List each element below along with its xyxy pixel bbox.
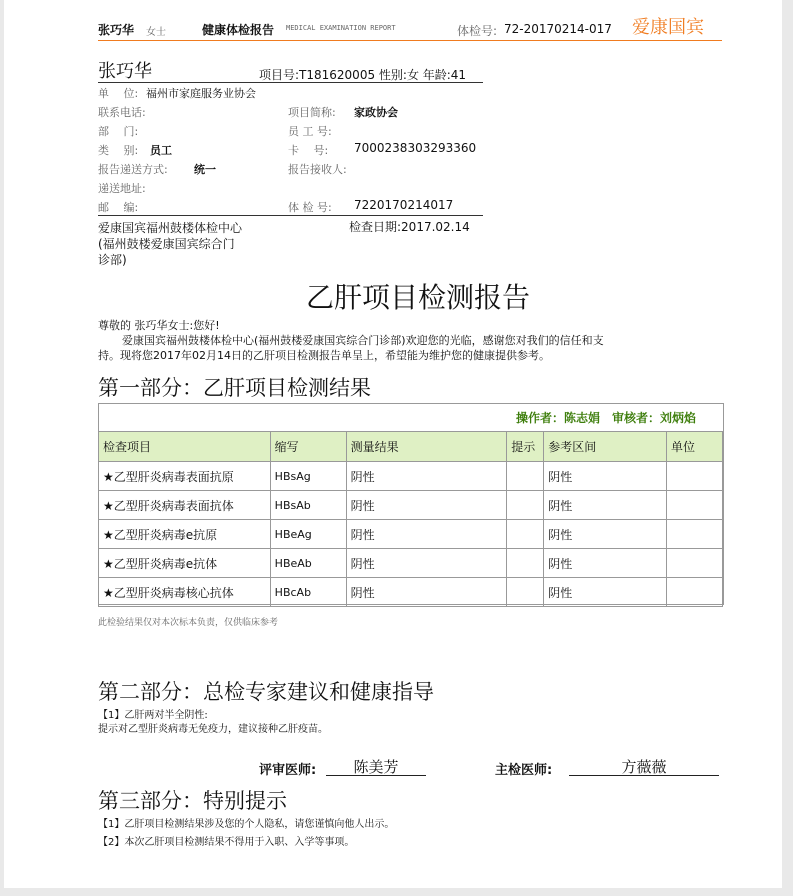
cell-item: ★乙型肝炎病毒表面抗体 xyxy=(99,491,271,520)
cell-ref: 阴性 xyxy=(544,549,667,578)
header-name: 张巧华 xyxy=(98,23,135,37)
cell-hint xyxy=(507,549,544,578)
field-value-unit: 福州市家庭服务业协会 xyxy=(146,87,256,100)
results-footnote: 此检验结果仅对本次标本负责，仅供临床参考 xyxy=(98,618,279,628)
field-value-card-no: 7000238303293360 xyxy=(354,141,477,155)
field-value-exam-no: 7220170214017 xyxy=(354,198,454,212)
header-divider xyxy=(98,40,722,41)
report-page xyxy=(4,0,782,888)
cell-abbr: HBsAb xyxy=(270,491,346,520)
header-report-en: MEDICAL EXAMINATION REPORT xyxy=(286,24,396,32)
cell-hint xyxy=(507,462,544,491)
table-header-row xyxy=(99,432,723,462)
col-header-unit: 单位 xyxy=(667,432,723,462)
cell-unit xyxy=(667,578,723,607)
field-label-exam-no: 体 检 号: xyxy=(288,201,332,214)
patient-summary: 项目号:T181620005 性别:女 年龄:41 xyxy=(259,68,467,82)
cell-unit xyxy=(667,549,723,578)
center-name-line3: 诊部) xyxy=(98,253,127,267)
cell-ref: 阴性 xyxy=(544,462,667,491)
col-header-abbr: 缩写 xyxy=(270,432,346,462)
chief-signature: 方薇薇 xyxy=(569,756,719,776)
header-report-cn: 健康体检报告 xyxy=(202,23,275,37)
special-note1: 【1】乙肝项目检测结果涉及您的个人隐私，请您谨慎向他人出示。 xyxy=(98,819,395,830)
patient-divider-top xyxy=(98,82,483,83)
cell-hint xyxy=(507,520,544,549)
reviewer-signature: 陈美芳 xyxy=(326,756,426,776)
cell-item: ★乙型肝炎病毒表面抗原 xyxy=(99,462,271,491)
cell-item: ★乙型肝炎病毒e抗体 xyxy=(99,549,271,578)
field-label-category: 类 别: xyxy=(98,144,139,157)
special-note2: 【2】本次乙肝项目检测结果不得用于入职、入学等事项。 xyxy=(98,837,355,848)
cell-abbr: HBcAb xyxy=(270,578,346,607)
cell-unit xyxy=(667,520,723,549)
greeting: 尊敬的 张巧华女士:您好! xyxy=(98,319,220,332)
field-label-unit: 单 位: xyxy=(98,87,139,100)
advice-line2: 提示对乙型肝炎病毒无免疫力，建议接种乙肝疫苗。 xyxy=(98,724,328,735)
part2-title: 第二部分：总检专家建议和健康指导 xyxy=(98,680,434,704)
cell-result: 阴性 xyxy=(346,549,507,578)
table-row xyxy=(99,462,723,491)
cell-hint xyxy=(507,578,544,607)
field-value-project: 家政协会 xyxy=(354,106,398,119)
header-title-suffix: 女士 xyxy=(146,27,166,38)
cell-result: 阴性 xyxy=(346,578,507,607)
field-label-project: 项目简称: xyxy=(288,106,336,119)
patient-divider-bottom xyxy=(98,215,483,216)
cell-abbr: HBeAg xyxy=(270,520,346,549)
part1-title: 第一部分：乙肝项目检测结果 xyxy=(98,376,371,400)
col-header-item: 检查项目 xyxy=(99,432,271,462)
reviewer-label: 评审医师: xyxy=(259,763,317,778)
col-header-hint: 提示 xyxy=(507,432,544,462)
cell-ref: 阴性 xyxy=(544,520,667,549)
field-label-card-no: 卡 号: xyxy=(288,144,329,157)
cell-result: 阴性 xyxy=(346,491,507,520)
advice-line1: 【1】乙肝两对半全阴性: xyxy=(98,710,208,721)
cell-ref: 阴性 xyxy=(544,491,667,520)
header-exam-no: 72-20170214-017 xyxy=(504,22,612,36)
table-row xyxy=(99,578,723,607)
table-row xyxy=(99,549,723,578)
part3-title: 第三部分：特别提示 xyxy=(98,789,287,813)
field-label-address: 递送地址: xyxy=(98,182,146,195)
cell-result: 阴性 xyxy=(346,462,507,491)
cell-result: 阴性 xyxy=(346,520,507,549)
check-date: 检查日期:2017.02.14 xyxy=(349,220,470,234)
field-value-delivery: 统一 xyxy=(194,163,216,176)
center-name-line2: (福州鼓楼爱康国宾综合门 xyxy=(98,237,235,251)
chief-label: 主检医师: xyxy=(495,763,553,778)
results-table xyxy=(98,431,723,607)
col-header-ref: 参考区间 xyxy=(544,432,667,462)
header-exam-no-label: 体检号: xyxy=(457,24,498,38)
cell-unit xyxy=(667,462,723,491)
operators: 操作者：陈志娟 审核者：刘炳焰 xyxy=(516,411,697,425)
field-label-employee-no: 员 工 号: xyxy=(288,125,332,138)
intro-line2: 持。现将您2017年02月14日的乙肝项目检测报告单呈上，希望能为维护您的健康提供参考。 xyxy=(98,349,550,362)
cell-ref: 阴性 xyxy=(544,578,667,607)
col-header-result: 测量结果 xyxy=(346,432,507,462)
brand-logo: 爱康国宾 xyxy=(632,17,704,38)
patient-name: 张巧华 xyxy=(98,61,152,82)
field-label-delivery: 报告递送方式: xyxy=(98,163,168,176)
field-value-category: 员工 xyxy=(150,144,172,157)
cell-item: ★乙型肝炎病毒e抗原 xyxy=(99,520,271,549)
field-label-receiver: 报告接收人: xyxy=(288,163,347,176)
cell-abbr: HBeAb xyxy=(270,549,346,578)
table-row xyxy=(99,520,723,549)
intro-line1: 爱康国宾福州鼓楼体检中心(福州鼓楼爱康国宾综合门诊部)欢迎您的光临，感谢您对我们的信任和支 xyxy=(122,334,604,347)
cell-hint xyxy=(507,491,544,520)
center-name-line1: 爱康国宾福州鼓楼体检中心 xyxy=(98,221,243,235)
field-label-dept: 部 门: xyxy=(98,125,139,138)
field-label-phone: 联系电话: xyxy=(98,106,146,119)
cell-item: ★乙型肝炎病毒核心抗体 xyxy=(99,578,271,607)
cell-unit xyxy=(667,491,723,520)
cell-abbr: HBsAg xyxy=(270,462,346,491)
field-label-postcode: 邮 编: xyxy=(98,201,139,214)
report-title: 乙肝项目检测报告 xyxy=(306,281,531,314)
table-row xyxy=(99,491,723,520)
